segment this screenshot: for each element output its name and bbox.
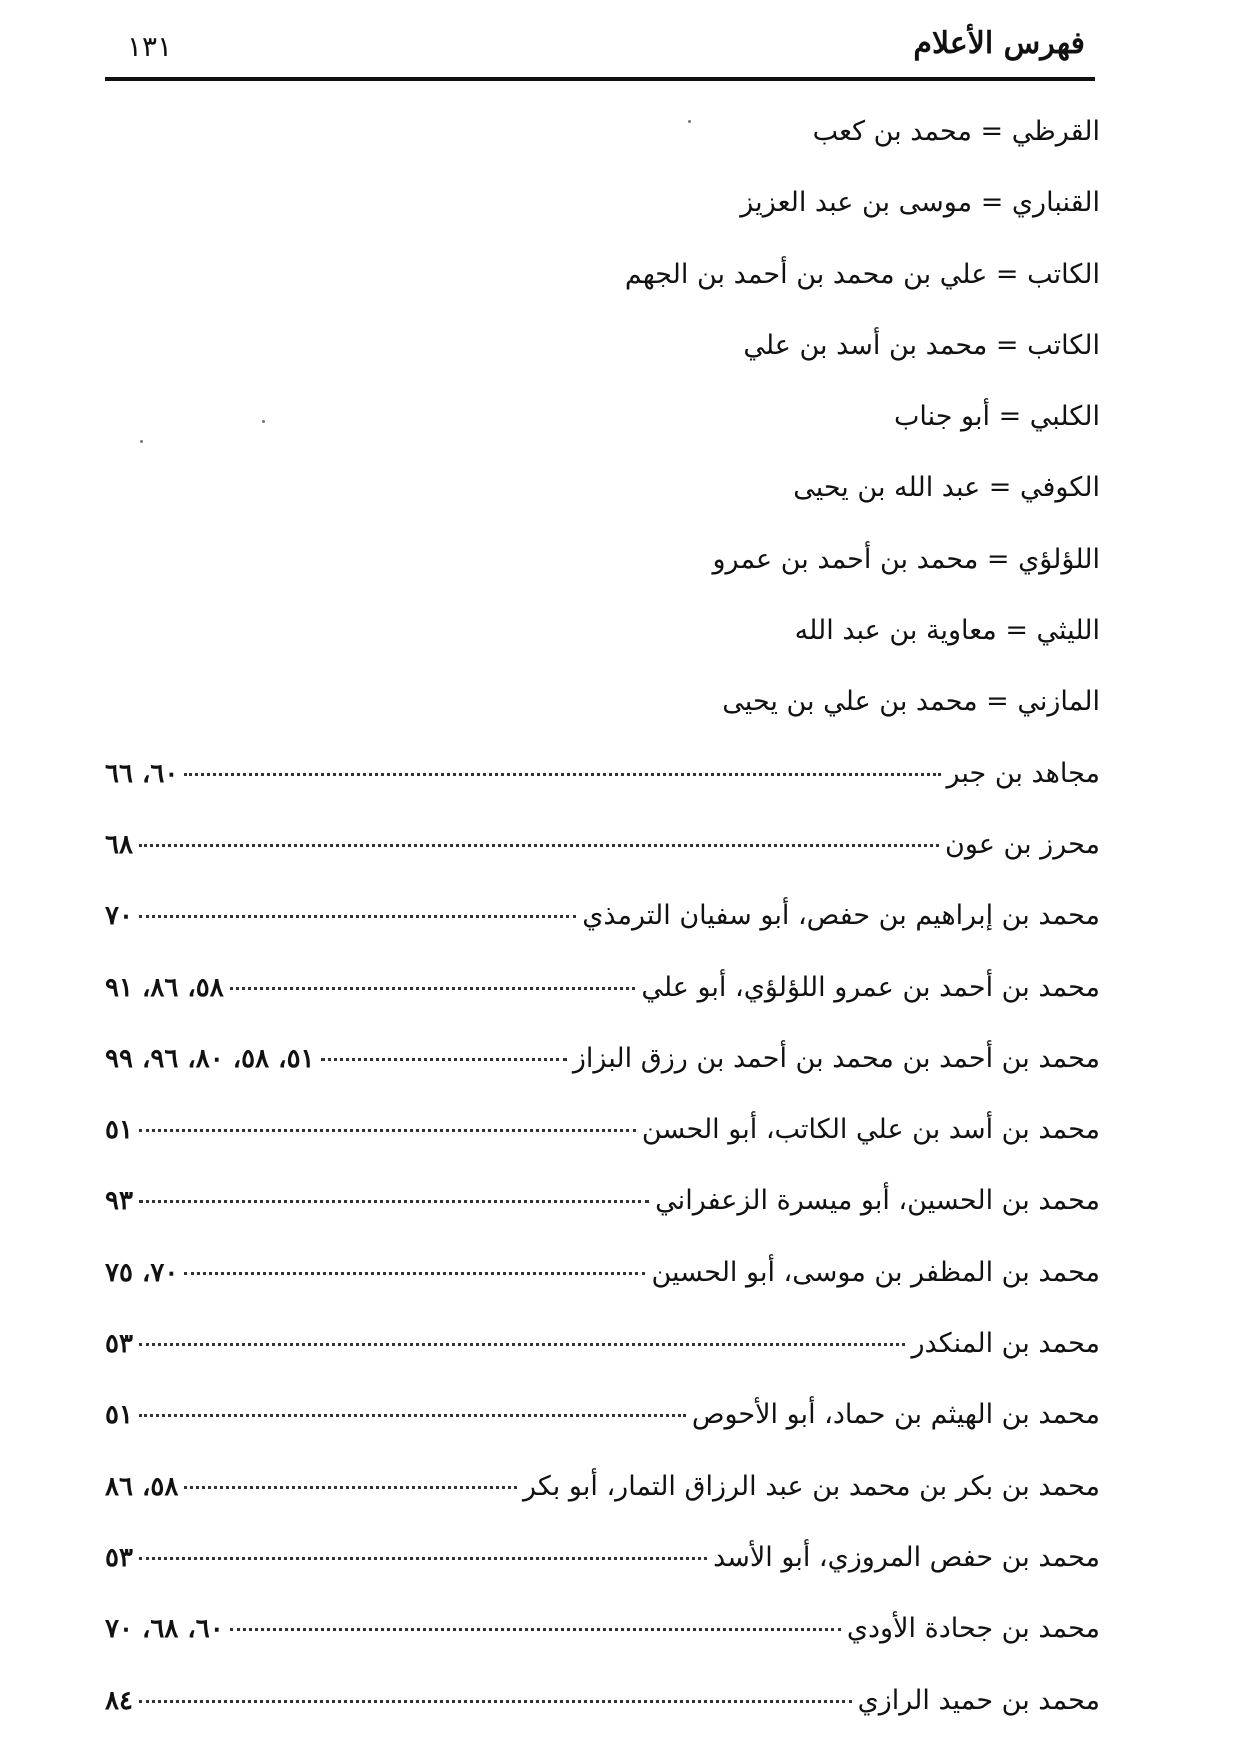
entry-pages: ٥٣ (105, 1542, 133, 1573)
cross-reference-text: القنباري = موسى بن عبد العزيز (740, 187, 1100, 219)
index-entry (105, 746, 1100, 817)
entry-name: محمد بن حميد الرازي (857, 1684, 1100, 1716)
dot-leader (139, 1414, 686, 1417)
index-entry (105, 1459, 1100, 1530)
paper-speck (688, 120, 691, 123)
dot-leader (139, 915, 576, 918)
index-entry (105, 1173, 1100, 1244)
cross-reference-item (105, 175, 1100, 246)
paper-speck (140, 440, 143, 443)
entry-pages: ٦٨ (105, 829, 133, 860)
entry-name: محمد بن بكر بن محمد بن عبد الرزاق التمار، أبو بكر (523, 1470, 1100, 1502)
entry-name: محمد بن حفص المروزي، أبو الأسد (713, 1541, 1100, 1573)
paper-speck (262, 420, 265, 423)
index-entry (105, 1673, 1100, 1744)
entry-pages: ٦٠، ٦٦ (105, 758, 179, 789)
index-entry (105, 1387, 1100, 1458)
dot-leader (230, 987, 636, 990)
entry-name: محمد بن المنكدر (911, 1328, 1100, 1360)
index-entry (105, 1601, 1100, 1672)
dot-leader (139, 1700, 852, 1703)
index-entry (105, 888, 1100, 959)
dot-leader (139, 1557, 707, 1560)
page-number: ١٣١ (127, 30, 173, 63)
cross-reference-item (105, 603, 1100, 674)
entry-name: محمد بن أحمد بن محمد بن أحمد بن رزق البزاز (572, 1042, 1100, 1074)
index-entry (105, 1031, 1100, 1102)
index-entry (105, 960, 1100, 1031)
cross-reference-item (105, 104, 1100, 175)
dot-leader (139, 1343, 906, 1346)
dot-leader (139, 844, 939, 847)
dot-leader (184, 1272, 645, 1275)
cross-reference-item (105, 460, 1100, 531)
cross-reference-text: الكاتب = محمد بن أسد بن علي (743, 329, 1100, 361)
entry-name: محرز بن عون (945, 828, 1100, 860)
entry-pages: ٥٨، ٨٦ (105, 1471, 179, 1502)
entry-name: محمد بن الهيثم بن حماد، أبو الأحوص (691, 1399, 1100, 1431)
entry-name: محمد بن المظفر بن موسى، أبو الحسين (651, 1256, 1100, 1288)
index-entry (105, 1530, 1100, 1601)
entry-pages: ٥١ (105, 1400, 133, 1431)
header-rule (105, 77, 1095, 81)
index-entry (105, 1316, 1100, 1387)
entry-pages: ٥١ (105, 1115, 133, 1146)
dot-leader (139, 1129, 636, 1132)
cross-reference-text: الليثي = معاوية بن عبد الله (794, 615, 1100, 647)
dot-leader (321, 1058, 567, 1061)
index-entry (105, 817, 1100, 888)
cross-reference-text: المازني = محمد بن علي بن يحيى (722, 686, 1100, 718)
cross-reference-item (105, 674, 1100, 745)
entry-name: مجاهد بن جبر (946, 757, 1100, 789)
cross-reference-item (105, 389, 1100, 460)
page-header (105, 22, 1095, 82)
dot-leader (230, 1628, 841, 1631)
entry-pages: ٩٣ (105, 1186, 133, 1217)
cross-reference-text: القرظي = محمد بن كعب (812, 116, 1100, 147)
index-entry (105, 1102, 1100, 1173)
entry-name: محمد بن الحسين، أبو ميسرة الزعفراني (655, 1185, 1100, 1217)
cross-reference-text: الكاتب = علي بن محمد بن أحمد بن الجهم (624, 258, 1100, 290)
entry-pages: ٥٣ (105, 1329, 133, 1360)
dot-leader (184, 1486, 517, 1489)
entry-pages: ٧٠، ٧٥ (105, 1257, 179, 1288)
cross-reference-item (105, 532, 1100, 603)
entry-pages: ٥٨، ٨٦، ٩١ (105, 972, 224, 1003)
entry-name: محمد بن جحادة الأودي (846, 1613, 1100, 1645)
index-entry (105, 1245, 1100, 1316)
cross-reference-item (105, 247, 1100, 318)
cross-reference-text: الكلبي = أبو جناب (893, 401, 1100, 433)
entry-name: محمد بن أسد بن علي الكاتب، أبو الحسن (641, 1114, 1100, 1146)
entry-pages: ٧٠ (105, 901, 133, 932)
entry-name: محمد بن أحمد بن عمرو اللؤلؤي، أبو علي (641, 971, 1100, 1003)
cross-reference-item (105, 318, 1100, 389)
entry-pages: ٥١، ٥٨، ٨٠، ٩٦، ٩٩ (105, 1043, 315, 1074)
entry-name: محمد بن إبراهيم بن حفص، أبو سفيان الترمذي (582, 900, 1100, 932)
index-list (105, 104, 1100, 1744)
header-title: فهرس الأعلام (913, 26, 1085, 61)
entry-pages: ٨٤ (105, 1685, 133, 1716)
entry-pages: ٦٠، ٦٨، ٧٠ (105, 1614, 224, 1645)
cross-reference-text: اللؤلؤي = محمد بن أحمد بن عمرو (712, 543, 1100, 575)
dot-leader (184, 773, 940, 776)
dot-leader (139, 1200, 649, 1203)
cross-reference-text: الكوفي = عبد الله بن يحيى (793, 472, 1100, 504)
